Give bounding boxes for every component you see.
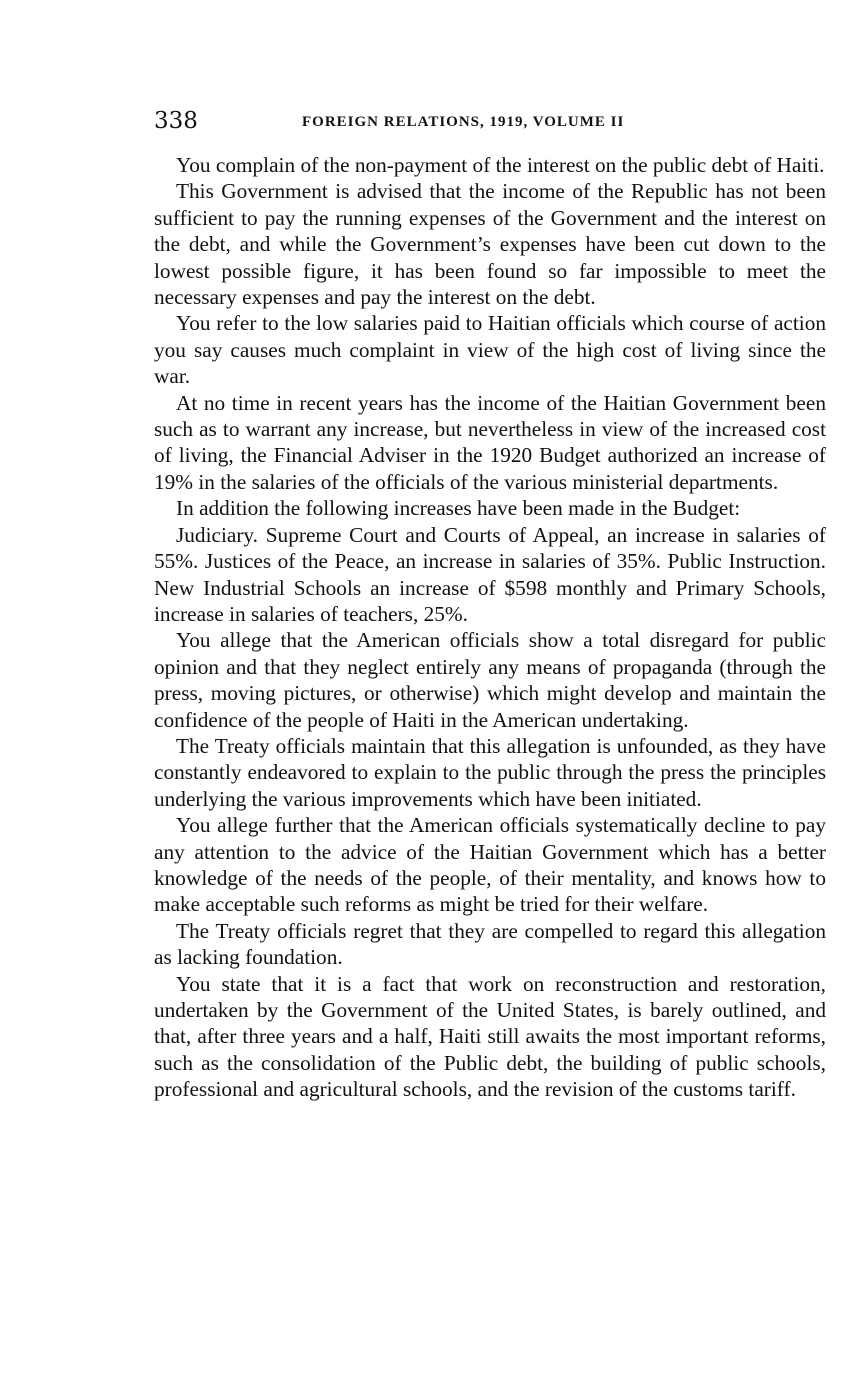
paragraph: You refer to the low salaries paid to Haitian officials which course of action you say causes much complaint in view of the high cost of living since the war.: [154, 311, 826, 389]
paragraph: You allege that the American officials show a total disregard for public opinion and that they neglect entirely any means of propaganda (through the press, moving pictures, or otherwise) which might develop and maintain the confidence of the people of Haiti in the American undertaking.: [154, 628, 826, 732]
paragraph: You state that it is a fact that work on reconstruction and restoration, undertaken by the Government of the United States, is barely outlined, and that, after three years and a half, Haiti still awaits the most important reforms, such as the consolidation of the Public debt, the building of public schools, professional and agricultural schools, and the revision of the customs tariff.: [154, 971, 826, 1102]
paragraph: This Government is advised that the income of the Republic has not been sufficient to pay the running expenses of the Government and the interest on the debt, and while the Government’s expenses have been cut down to the lowest possible figure, it has been found so far impossible to meet the necessary expenses and pay the interest on the debt.: [154, 179, 826, 310]
running-header: [154, 106, 826, 136]
paragraph: At no time in recent years has the income of the Haitian Government been such as to warrant any increase, but nevertheless in view of the increased cost of living, the Financial Adviser in the 1920 Budget authorized an increase of 19% in the salaries of the officials of the various ministerial departments.: [154, 390, 826, 494]
page-number: 338: [154, 108, 198, 134]
paragraph: The Treaty officials maintain that this allegation is unfounded, as they have constantly endeavored to explain to the public through the press the principles underlying the various improvements which have been initiated.: [154, 733, 826, 811]
paragraph: You allege further that the American officials systematically decline to pay any attention to the advice of the Haitian Government which has a better knowledge of the needs of the people, of their mentality, and knows how to make acceptable such reforms as might be tried for their welfare.: [154, 813, 826, 917]
body-text: [154, 152, 826, 1103]
paragraph: The Treaty officials regret that they are compelled to regard this allegation as lacking foundation.: [154, 918, 826, 970]
paragraph: In addition the following increases have been made in the Budget:: [176, 496, 741, 521]
running-title: FOREIGN RELATIONS, 1919, VOLUME II: [302, 114, 625, 130]
paragraph: Judiciary. Supreme Court and Courts of Appeal, an increase in salaries of 55%. Justices of the Peace, an increase in salaries of 35%. Public Instruction. New Industrial Schools an increase of $598 monthly and Primary Schools, increase in salaries of teachers, 25%.: [154, 522, 826, 626]
paragraph: You complain of the non-payment of the interest on the public debt of Haiti.: [176, 153, 825, 177]
